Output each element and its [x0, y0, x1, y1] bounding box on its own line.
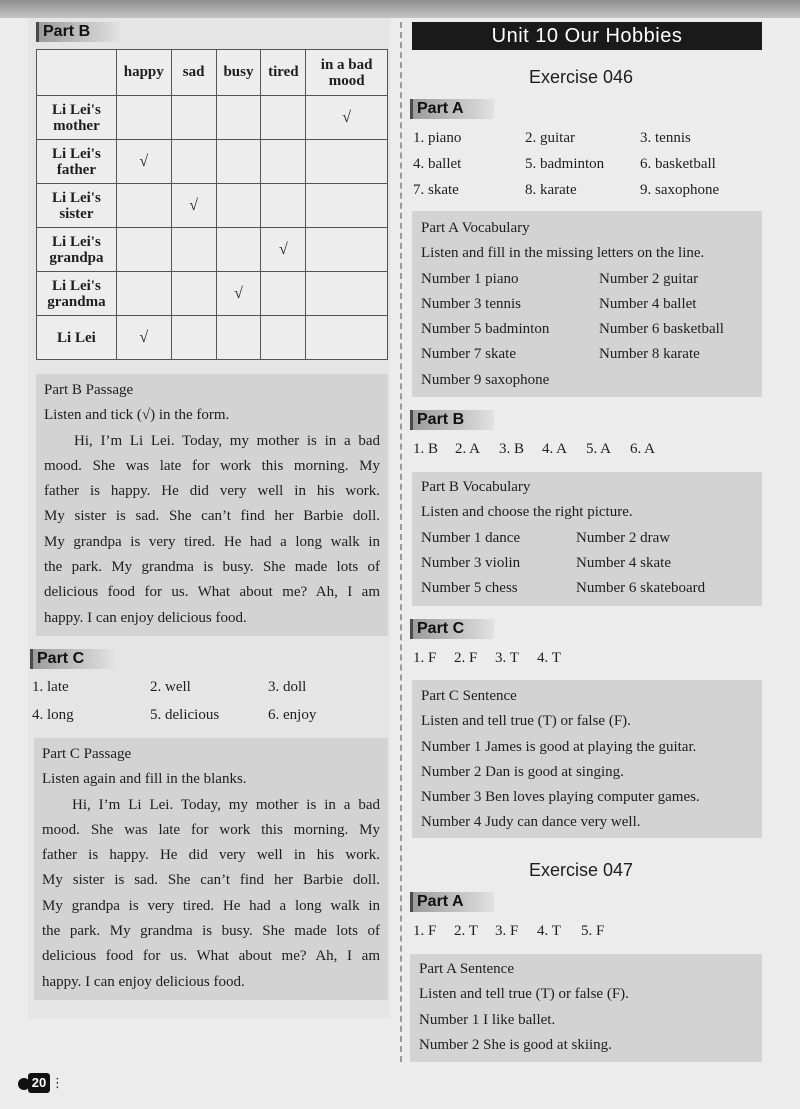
tick-cell: [261, 140, 306, 184]
passage-line: mood. She was late for work this morning. My: [44, 457, 380, 474]
exercise-047-title: Exercise 047: [529, 860, 634, 880]
tick-cell: √: [261, 228, 306, 272]
vocab-row: [421, 551, 753, 576]
tick-cell: [171, 316, 216, 360]
tick-cell: [261, 272, 306, 316]
passage-line: mood. She was late for work this morning. My: [42, 821, 380, 838]
answer-item: 5. delicious: [150, 707, 220, 723]
passage-line: My sister is sad. She can’t find her Barbie doll.: [42, 872, 380, 889]
vocab-item: Number 2 draw: [576, 529, 671, 546]
tick-cell: [216, 140, 261, 184]
tick-cell: [216, 228, 261, 272]
row-name: Li Lei's mother: [37, 96, 117, 140]
exercise-046-title: Exercise 046: [529, 67, 634, 87]
passage-line: delicious food for us. What about me? Ah, I am: [42, 948, 380, 965]
sentence-title: Part C Sentence: [421, 688, 517, 704]
ex047-part-a-answers: [413, 923, 763, 943]
sentence-item: Number 4 Judy can dance very well.: [421, 814, 641, 831]
part-c-answers: [32, 679, 382, 729]
vocab-row: [421, 526, 753, 551]
answer-item: 6. enjoy: [268, 707, 317, 723]
vocab-item: Number 7 skate: [421, 346, 516, 363]
answer-item: 4. T: [537, 923, 561, 939]
tick-cell: [116, 272, 171, 316]
ex046-part-c-label: Part C: [410, 619, 494, 639]
page-rays-icon: ⋮: [51, 1075, 64, 1090]
tick-cell: [261, 96, 306, 140]
passage-line: the park. My grandma is busy. She made lots of: [44, 559, 380, 576]
vocab-row: [421, 342, 753, 367]
answer-item: 2. guitar: [525, 130, 575, 146]
row-name: Li Lei's grandpa: [37, 228, 117, 272]
passage-line: father is happy. He did very well in his work.: [44, 483, 380, 500]
answer-item: 3. B: [499, 441, 525, 457]
answer-item: 1. F: [413, 923, 437, 939]
vocab-item: Number 8 karate: [599, 346, 700, 363]
answer-item: 4. A: [542, 441, 568, 457]
vocab-row: [421, 292, 753, 317]
answer-item: 2. T: [454, 923, 478, 939]
answer-item: 9. saxophone: [640, 182, 720, 198]
tick-cell: [171, 140, 216, 184]
vocab-item: Number 1 dance: [421, 529, 521, 546]
answer-item: 1. F: [413, 650, 437, 666]
tick-cell: [216, 184, 261, 228]
part-b-label: Part B: [36, 22, 120, 42]
vocab-item: Number 5 badminton: [421, 321, 550, 338]
vocab-item: Number 3 tennis: [421, 295, 521, 312]
part-c-label: Part C: [30, 649, 114, 669]
answer-item: 2. well: [150, 679, 191, 695]
row-name: Li Lei: [37, 316, 117, 360]
vocab-item: Number 5 chess: [421, 580, 518, 597]
passage-line: My grandpa is very tired. He had a long walk in: [42, 897, 380, 914]
tick-cell: √: [116, 316, 171, 360]
sentence-instruction: Listen and tell true (T) or false (F).: [419, 986, 629, 1003]
answer-item: 6. basketball: [640, 156, 716, 172]
vocab-instruction: Listen and fill in the missing letters on the line.: [421, 245, 705, 262]
sentence-title: Part A Sentence: [419, 961, 514, 977]
vocab-row: [421, 317, 753, 342]
tick-cell: √: [216, 272, 261, 316]
ex046-part-a-label: Part A: [410, 99, 494, 119]
tick-cell: [306, 272, 388, 316]
passage-line: the park. My grandma is busy. She made lots of: [42, 923, 380, 940]
header-tired: tired: [261, 50, 306, 96]
ex046-part-a-answers: [413, 130, 763, 206]
vocab-instruction: Listen and choose the right picture.: [421, 504, 633, 521]
passage-instruction: Listen and tick (√) in the form.: [44, 407, 230, 424]
ex046-part-a-vocab-box: [412, 211, 762, 397]
vocab-row: [421, 267, 753, 292]
answer-item: 4. T: [537, 650, 561, 666]
answer-item: 4. long: [32, 707, 74, 723]
vocab-item: Number 2 guitar: [599, 270, 699, 287]
tick-cell: [216, 316, 261, 360]
header-busy: busy: [216, 50, 261, 96]
answer-item: 7. skate: [413, 182, 459, 198]
answer-item: 5. A: [586, 441, 612, 457]
tick-cell: √: [116, 140, 171, 184]
passage-line: Hi, I’m Li Lei. Today, my mother is in a bad: [72, 796, 380, 813]
page-number-text: 20: [28, 1073, 50, 1093]
part-b-passage-box: [36, 374, 388, 636]
header-bad-mood: in a bad mood: [306, 50, 388, 96]
tick-cell: [116, 184, 171, 228]
vocab-title: Part A Vocabulary: [421, 220, 530, 236]
vocab-item: Number 6 skateboard: [576, 580, 706, 597]
column-divider: [400, 22, 402, 1062]
vocab-row: [421, 576, 753, 601]
answer-item: 3. doll: [268, 679, 307, 695]
tick-cell: [306, 228, 388, 272]
answer-item: 5. badminton: [525, 156, 605, 172]
passage-instruction: Listen again and fill in the blanks.: [42, 771, 247, 788]
mood-table: [36, 49, 388, 360]
answer-item: 3. F: [495, 923, 519, 939]
answer-item: 3. T: [495, 650, 519, 666]
sentence-item: Number 1 I like ballet.: [419, 1011, 556, 1028]
tick-cell: [116, 228, 171, 272]
table-row: [37, 316, 388, 360]
table-row: [37, 272, 388, 316]
vocab-item: Number 9 saxophone: [421, 371, 550, 388]
tick-cell: [306, 184, 388, 228]
tick-cell: [261, 184, 306, 228]
answer-item: 8. karate: [525, 182, 577, 198]
sentence-item: Number 3 Ben loves playing computer games.: [421, 789, 700, 806]
table-row: [37, 228, 388, 272]
passage-line: happy. I can enjoy delicious food.: [44, 609, 247, 626]
ex046-part-c-answers: [413, 650, 763, 670]
tick-cell: √: [306, 96, 388, 140]
answer-item: 4. ballet: [413, 156, 462, 172]
passage-line: Hi, I’m Li Lei. Today, my mother is in a bad: [74, 432, 380, 449]
table-corner-cell: [37, 50, 117, 96]
answer-item: 5. F: [581, 923, 605, 939]
ex046-part-b-vocab-box: [412, 472, 762, 606]
answer-item: 1. late: [32, 679, 69, 695]
passage-line: delicious food for us. What about me? Ah, I am: [44, 584, 380, 601]
passage-line: father is happy. He did very well in his work.: [42, 847, 380, 864]
ex046-part-c-sentence-box: [412, 680, 762, 838]
table-header-row: [37, 50, 388, 96]
passage-line: My grandpa is very tired. He had a long walk in: [44, 533, 380, 550]
tick-cell: [261, 316, 306, 360]
passage-title: Part B Passage: [44, 382, 134, 398]
answer-item: 3. tennis: [640, 130, 691, 146]
row-name: Li Lei's sister: [37, 184, 117, 228]
tick-cell: [171, 228, 216, 272]
vocab-item: Number 4 skate: [576, 554, 671, 571]
table-row: [37, 96, 388, 140]
sentence-item: Number 2 She is good at skiing.: [419, 1036, 612, 1053]
page-top-edge: [0, 0, 800, 18]
tick-cell: [171, 272, 216, 316]
tick-cell: [216, 96, 261, 140]
vocab-item: Number 1 piano: [421, 270, 519, 287]
answer-item: 1. piano: [413, 130, 462, 146]
sentence-item: Number 1 James is good at playing the guitar.: [421, 738, 697, 755]
tick-cell: [306, 140, 388, 184]
ex046-part-b-label: Part B: [410, 410, 494, 430]
passage-line: My sister is sad. She can’t find her Barbie doll.: [44, 508, 380, 525]
header-happy: happy: [116, 50, 171, 96]
ex047-part-a-label: Part A: [410, 892, 494, 912]
row-name: Li Lei's father: [37, 140, 117, 184]
sentence-instruction: Listen and tell true (T) or false (F).: [421, 713, 631, 730]
header-sad: sad: [171, 50, 216, 96]
table-row: [37, 140, 388, 184]
tick-cell: [116, 96, 171, 140]
unit-title-banner: Unit 10 Our Hobbies: [412, 22, 762, 50]
tick-cell: [306, 316, 388, 360]
answer-item: 2. A: [455, 441, 481, 457]
vocab-item: Number 3 violin: [421, 554, 521, 571]
page-number: [18, 1072, 62, 1094]
answer-item: 1. B: [413, 441, 439, 457]
sentence-item: Number 2 Dan is good at singing.: [421, 763, 624, 780]
part-c-passage-box: [34, 738, 388, 1000]
answer-item: 6. A: [630, 441, 656, 457]
tick-cell: [171, 96, 216, 140]
vocab-item: Number 4 ballet: [599, 295, 697, 312]
table-row: [37, 184, 388, 228]
tick-cell: √: [171, 184, 216, 228]
ex047-part-a-sentence-box: [410, 954, 762, 1062]
ex046-part-b-answers: [413, 441, 763, 461]
vocab-item: Number 6 basketball: [599, 321, 724, 338]
vocab-title: Part B Vocabulary: [421, 479, 531, 495]
row-name: Li Lei's grandma: [37, 272, 117, 316]
passage-title: Part C Passage: [42, 746, 132, 762]
passage-line: happy. I can enjoy delicious food.: [42, 973, 245, 990]
answer-item: 2. F: [454, 650, 478, 666]
